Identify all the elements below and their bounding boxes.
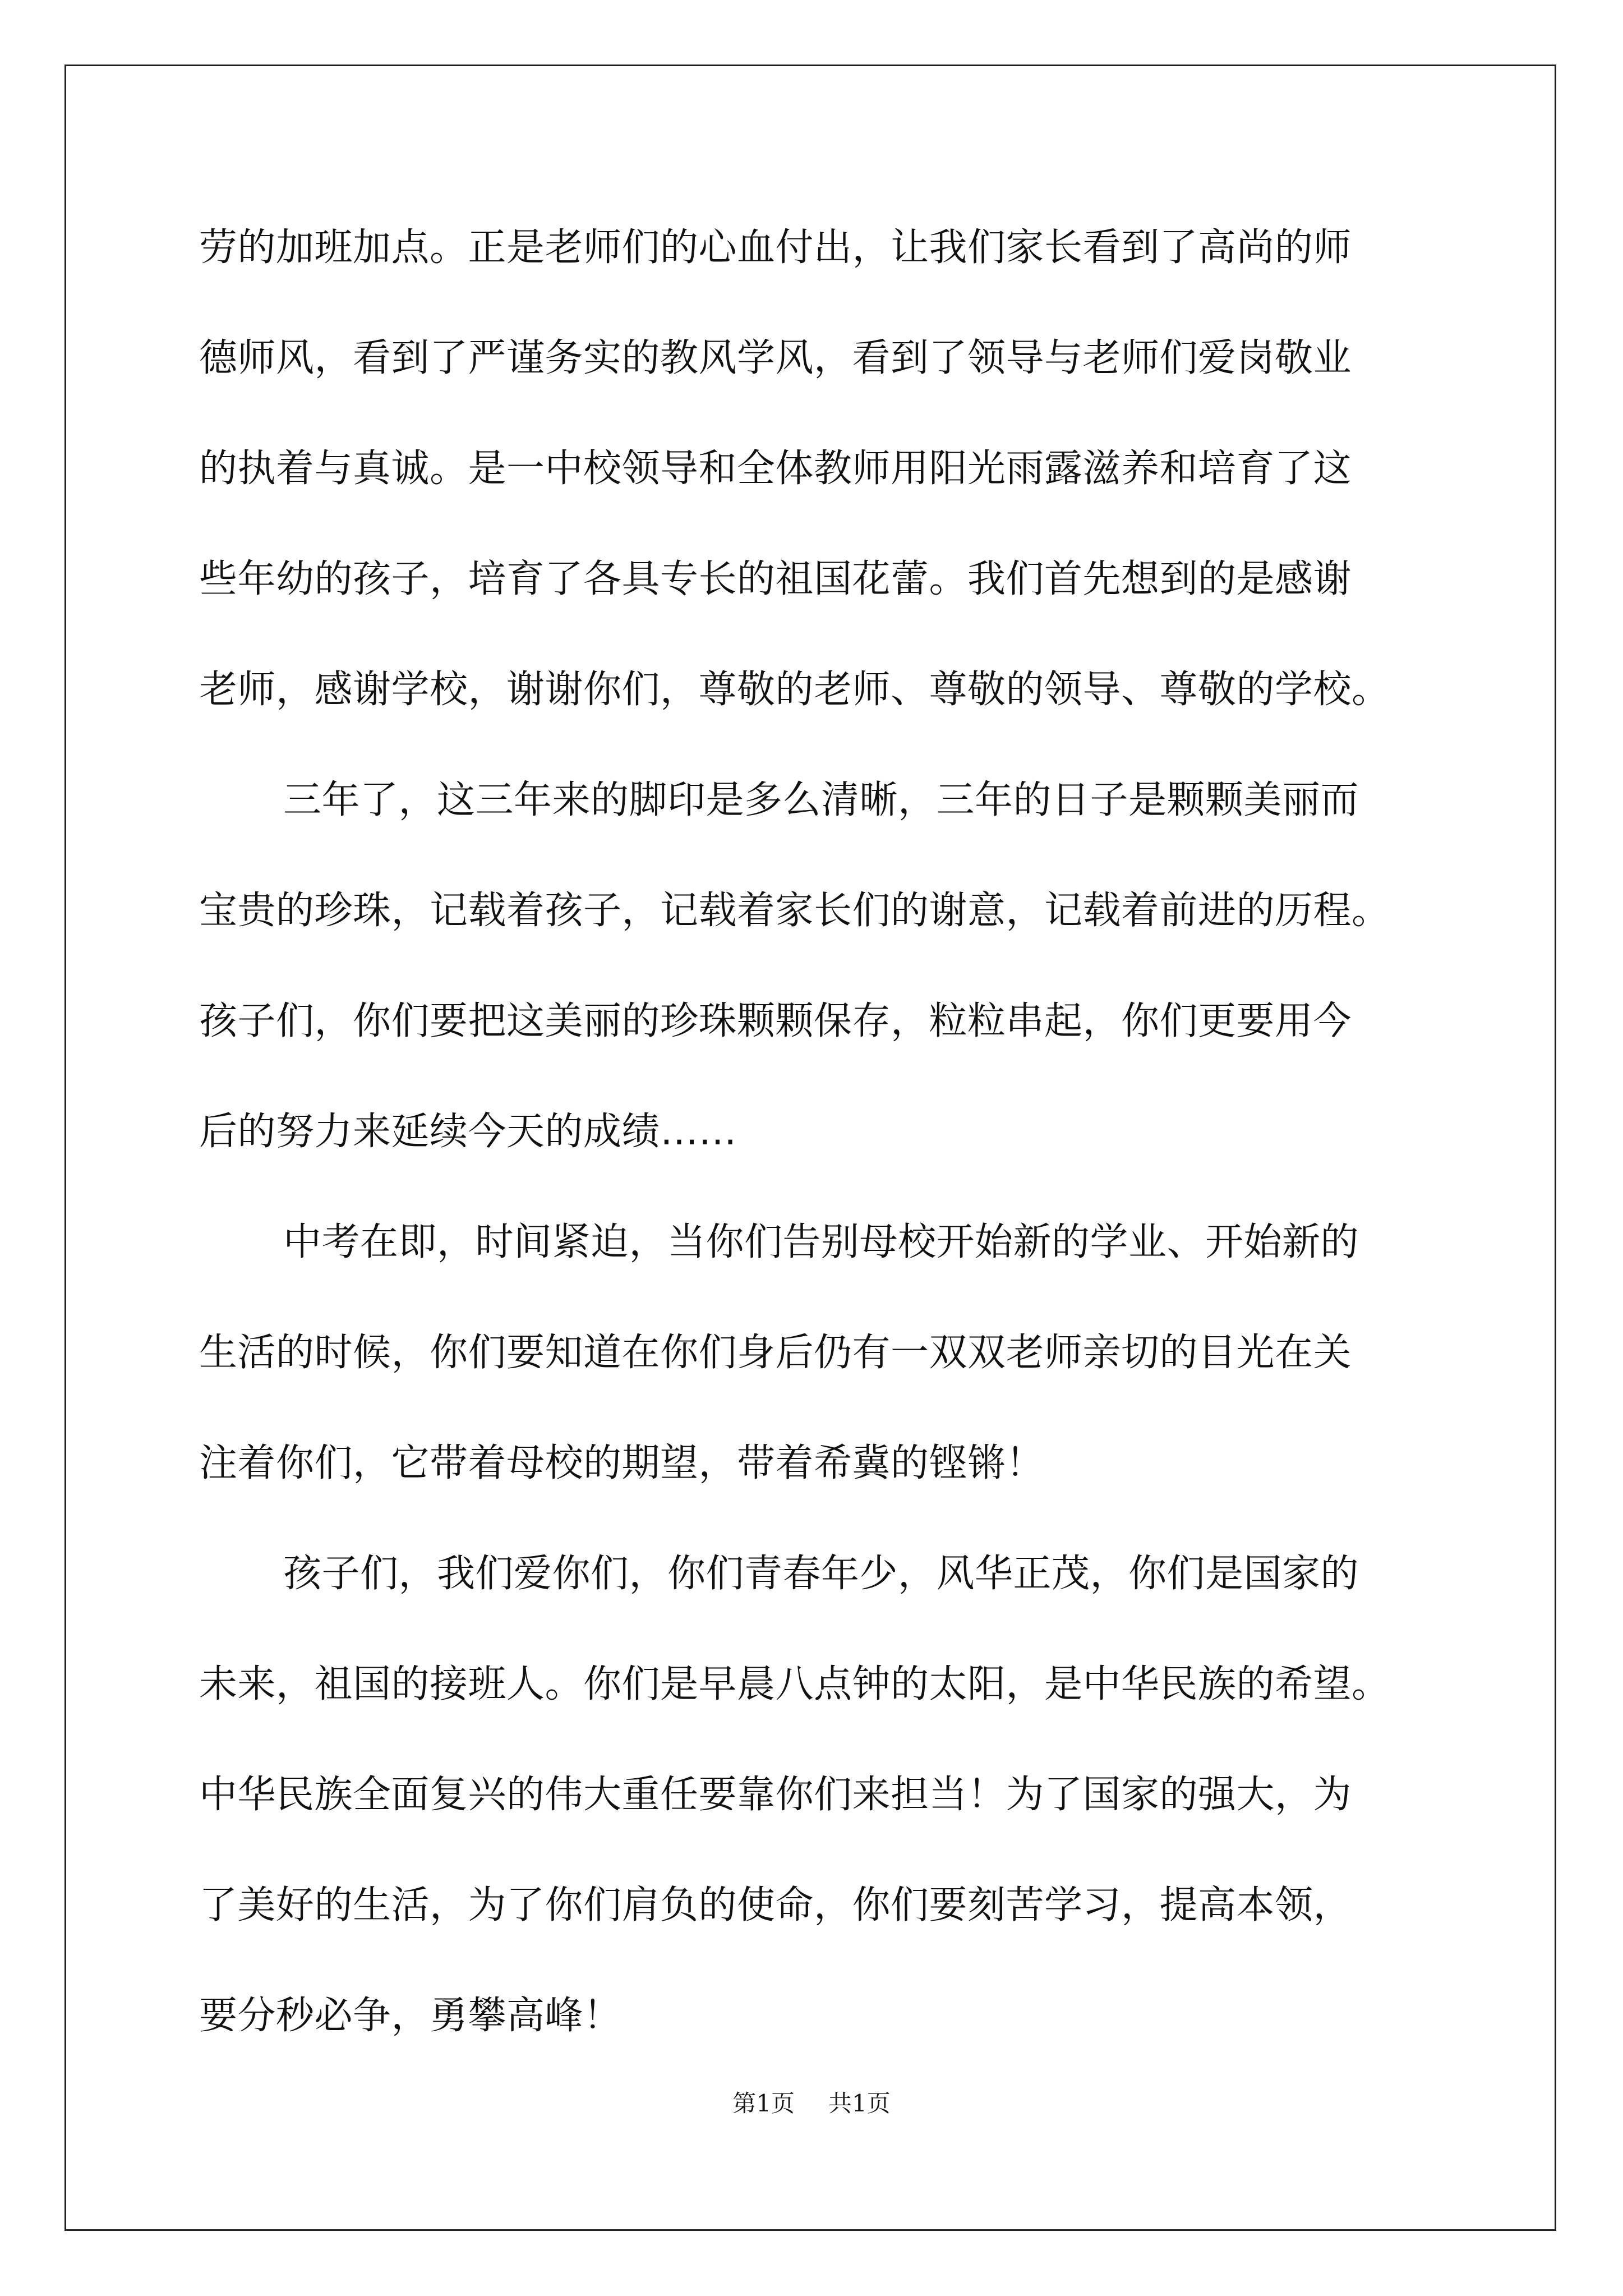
page-number: 第1页 bbox=[732, 2090, 795, 2117]
text-line: 后的努力来延续今天的成绩…… bbox=[199, 1110, 737, 1154]
document-body bbox=[199, 220, 1433, 2099]
text-line: 德师风，看到了严谨务实的教风学风，看到了领导与老师们爱岗敬业 bbox=[199, 336, 1352, 380]
text-line: 劳的加班加点。正是老师们的心血付出，让我们家长看到了高尚的师 bbox=[199, 226, 1352, 270]
paragraph-first-line: 中考在即，时间紧迫，当你们告别母校开始新的学业、开始新的 bbox=[283, 1220, 1359, 1264]
text-line: 要分秒必争，勇攀高峰！ bbox=[199, 1994, 622, 2038]
text-line: 孩子们，你们要把这美丽的珍珠颗颗保存，粒粒串起，你们更要用今 bbox=[199, 999, 1352, 1043]
page-footer bbox=[0, 2088, 1623, 2119]
text-line: 生活的时候，你们要知道在你们身后仍有一双双老师亲切的目光在关 bbox=[199, 1331, 1352, 1375]
text-line: 宝贵的珍珠，记载着孩子，记载着家长们的谢意，记载着前进的历程。 bbox=[199, 889, 1390, 933]
text-line: 注着你们，它带着母校的期望，带着希冀的铿锵！ bbox=[199, 1441, 1045, 1485]
text-line: 了美好的生活，为了你们肩负的使命，你们要刻苦学习，提高本领， bbox=[199, 1883, 1352, 1927]
text-line: 的执着与真诚。是一中校领导和全体教师用阳光雨露滋养和培育了这 bbox=[199, 447, 1352, 491]
paragraph-first-line: 三年了，这三年来的脚印是多么清晰，三年的日子是颗颗美丽而 bbox=[283, 778, 1359, 822]
text-line: 老师，感谢学校，谢谢你们，尊敬的老师、尊敬的领导、尊敬的学校。 bbox=[199, 668, 1390, 712]
text-line: 中华民族全面复兴的伟大重任要靠你们来担当！为了国家的强大，为 bbox=[199, 1773, 1352, 1817]
text-line: 些年幼的孩子，培育了各具专长的祖国花蕾。我们首先想到的是感谢 bbox=[199, 557, 1352, 601]
page-total: 共1页 bbox=[828, 2090, 891, 2117]
text-line: 未来，祖国的接班人。你们是早晨八点钟的太阳，是中华民族的希望。 bbox=[199, 1662, 1390, 1706]
paragraph-first-line: 孩子们，我们爱你们，你们青春年少，风华正茂，你们是国家的 bbox=[283, 1552, 1359, 1596]
